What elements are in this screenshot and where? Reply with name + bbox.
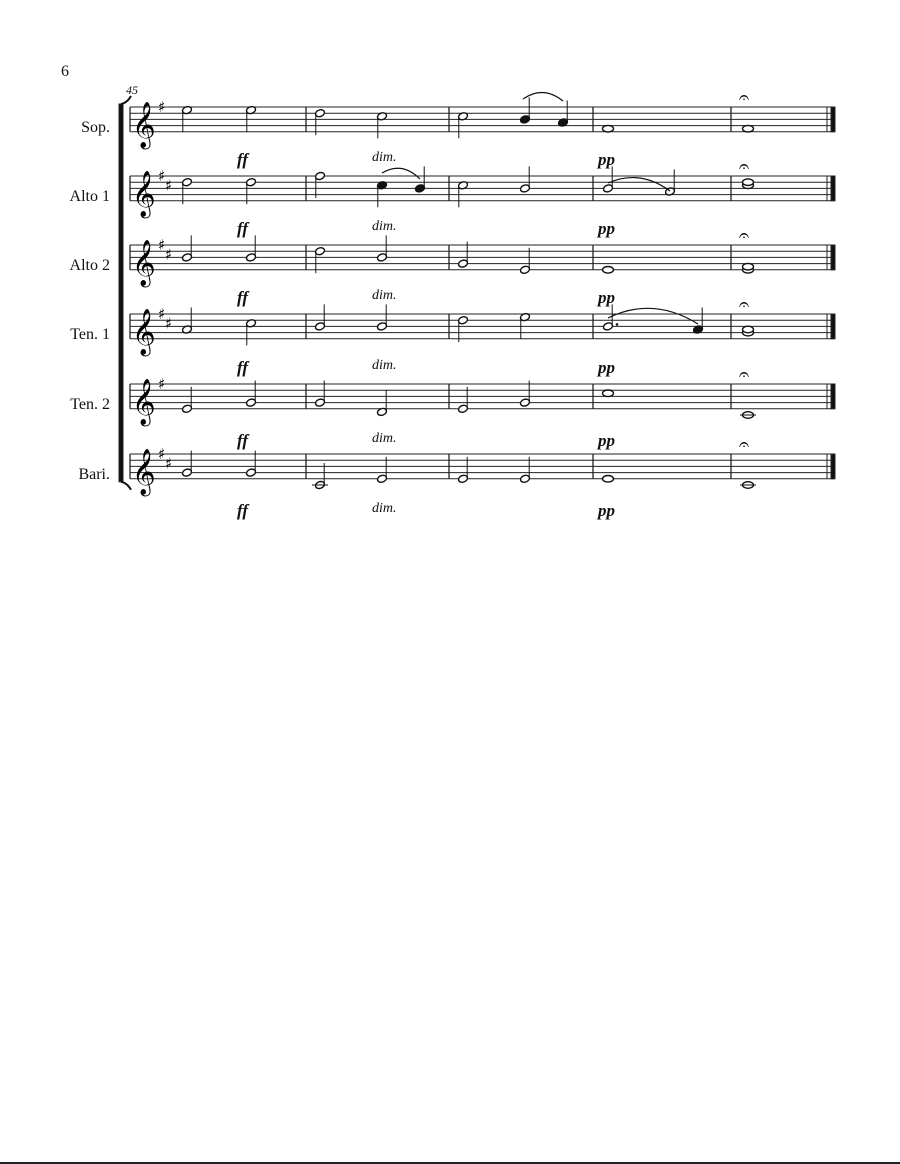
dynamic-ff: ff <box>237 150 249 169</box>
key-sharp-icon: ♯ <box>165 245 173 264</box>
staff-label-alto-1: Alto 1 <box>69 188 110 205</box>
final-bar-thick <box>831 107 835 132</box>
key-sharp-icon: ♯ <box>158 375 166 393</box>
dynamic-dim: dim. <box>372 431 397 446</box>
final-bar-thick <box>831 314 835 339</box>
final-bar-thick <box>831 176 835 201</box>
key-sharp-icon: ♯ <box>158 236 166 254</box>
staff-label-soprano: Sop. <box>81 119 110 136</box>
staff-label-tenor-2: Ten. 2 <box>70 396 110 413</box>
dynamic-pp: pp <box>598 431 615 450</box>
key-sharp-icon: ♯ <box>158 305 166 323</box>
page-number: 6 <box>61 63 69 80</box>
dynamic-ff: ff <box>237 219 249 238</box>
final-bar-thick <box>831 384 835 409</box>
fermata-icon: 𝄐 <box>739 364 750 385</box>
dynamic-dim: dim. <box>372 150 397 165</box>
slur <box>382 168 420 179</box>
dynamic-ff: ff <box>237 358 249 377</box>
note-head <box>743 326 754 333</box>
dynamic-ff: ff <box>237 288 249 307</box>
note-head <box>603 390 614 397</box>
dynamic-ff: ff <box>237 501 249 520</box>
key-sharp-icon: ♯ <box>158 98 166 116</box>
dynamic-pp: pp <box>598 150 615 169</box>
treble-clef-icon: 𝄞 <box>132 308 156 355</box>
slur <box>608 178 670 191</box>
note-dot <box>616 323 619 326</box>
slur <box>608 308 698 324</box>
dynamic-dim: dim. <box>372 358 397 373</box>
final-bar-thick <box>831 454 835 479</box>
dynamic-pp: pp <box>598 358 615 377</box>
fermata-icon: 𝄐 <box>739 434 750 455</box>
measure-number: 45 <box>126 83 138 97</box>
note-head <box>603 476 614 483</box>
treble-clef-icon: 𝄞 <box>132 170 156 217</box>
fermata-icon: 𝄐 <box>739 156 750 177</box>
treble-clef-icon: 𝄞 <box>132 239 156 286</box>
key-sharp-icon: ♯ <box>165 454 173 473</box>
fermata-icon: 𝄐 <box>739 87 750 108</box>
fermata-icon: 𝄐 <box>739 225 750 246</box>
note-head <box>603 125 614 132</box>
treble-clef-icon: 𝄞 <box>132 378 156 425</box>
staff-label-tenor-1: Ten. 1 <box>70 326 110 343</box>
staff-label-baritone: Bari. <box>78 466 110 483</box>
bracket-top-hook <box>121 96 131 104</box>
dynamic-ff: ff <box>237 431 249 450</box>
staff-label-alto-2: Alto 2 <box>69 257 110 274</box>
note-head <box>603 267 614 274</box>
note-head <box>743 263 754 270</box>
dynamic-dim: dim. <box>372 219 397 234</box>
key-sharp-icon: ♯ <box>158 167 166 185</box>
treble-clef-icon: 𝄞 <box>132 448 156 495</box>
bracket-bottom-hook <box>121 482 131 490</box>
dynamic-dim: dim. <box>372 288 397 303</box>
dynamic-pp: pp <box>598 219 615 238</box>
dynamic-pp: pp <box>598 288 615 307</box>
fermata-icon: 𝄐 <box>739 294 750 315</box>
final-bar-thick <box>831 245 835 270</box>
treble-clef-icon: 𝄞 <box>132 101 156 148</box>
note-head <box>743 179 754 186</box>
note-head <box>743 125 754 132</box>
key-sharp-icon: ♯ <box>165 314 173 333</box>
key-sharp-icon: ♯ <box>158 445 166 463</box>
dynamic-pp: pp <box>598 501 615 520</box>
key-sharp-icon: ♯ <box>165 176 173 195</box>
system-bracket <box>119 104 123 482</box>
dynamic-dim: dim. <box>372 501 397 516</box>
